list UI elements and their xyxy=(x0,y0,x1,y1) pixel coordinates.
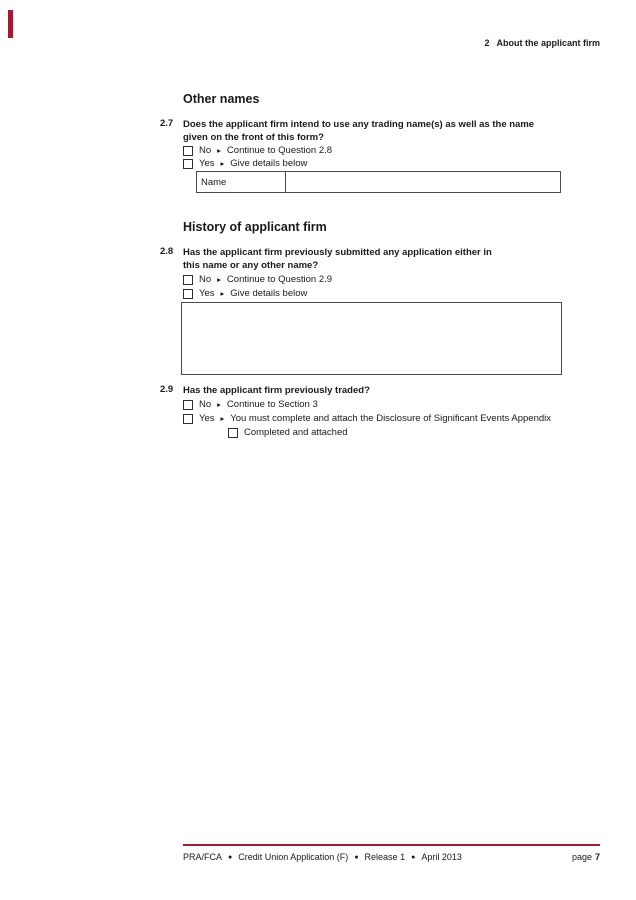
question-2-7-line-1: Does the applicant firm intend to use any trading name(s) as well as the name xyxy=(183,119,535,130)
question-2-7-line-2: given on the front of this form? xyxy=(183,132,324,143)
footer-item: April 2013 xyxy=(421,852,462,862)
section-title-history: History of applicant firm xyxy=(183,220,327,234)
question-2-8-line-2: this name or any other name? xyxy=(183,260,319,271)
page-label: page xyxy=(571,852,592,862)
bullet-icon: ● xyxy=(411,853,416,861)
question-2-7-text xyxy=(183,118,534,144)
option-label: No xyxy=(199,274,212,285)
question-2-9-line-1: Has the applicant firm previously traded? xyxy=(183,385,370,396)
yes-checkbox[interactable] xyxy=(183,289,193,299)
arrow-right-icon: ▸ xyxy=(217,274,221,284)
question-2-9-option-yes xyxy=(183,413,551,424)
option-label: Yes xyxy=(199,158,215,169)
no-checkbox[interactable] xyxy=(183,275,193,285)
section-title-other-names: Other names xyxy=(183,92,260,106)
header-section-title: About the applicant firm xyxy=(496,38,600,48)
arrow-right-icon: ▸ xyxy=(217,399,221,409)
no-checkbox[interactable] xyxy=(183,146,193,156)
question-2-8-option-no xyxy=(183,274,332,285)
question-2-9-suboption-completed xyxy=(228,427,348,438)
footer-page xyxy=(572,852,600,862)
question-2-8-option-yes xyxy=(183,288,307,299)
arrow-right-icon: ▸ xyxy=(220,288,225,298)
question-2-9-option-no xyxy=(183,399,318,410)
yes-checkbox[interactable] xyxy=(183,159,193,169)
option-instruction: You must complete and attach the Disclosure of Significant Events Appendix xyxy=(230,413,551,424)
option-label: No xyxy=(199,399,212,410)
footer-rule xyxy=(183,844,600,846)
option-label: Yes xyxy=(199,413,215,424)
footer-brand: PRA/FCA xyxy=(183,852,223,862)
question-2-7-option-yes xyxy=(183,158,307,169)
trading-name-table xyxy=(196,171,561,193)
option-instruction: Continue to Question 2.9 xyxy=(226,274,333,285)
yes-checkbox[interactable] xyxy=(183,414,193,424)
section-edge-tab xyxy=(8,10,13,38)
page-number: 7 xyxy=(594,852,600,862)
option-label: Yes xyxy=(199,288,215,299)
question-2-7-option-no xyxy=(183,145,332,156)
option-instruction: Give details below xyxy=(230,288,308,299)
bullet-icon: ● xyxy=(228,853,233,861)
question-2-7-number: 2.7 xyxy=(160,118,174,129)
name-value-cell[interactable] xyxy=(286,172,560,192)
bullet-icon: ● xyxy=(354,853,359,861)
arrow-right-icon: ▸ xyxy=(220,413,225,423)
question-2-9-text xyxy=(183,384,370,397)
no-checkbox[interactable] xyxy=(183,400,193,410)
arrow-right-icon: ▸ xyxy=(220,158,225,168)
header-section-number: 2 xyxy=(484,38,490,48)
suboption-label: Completed and attached xyxy=(244,427,348,438)
option-instruction: Continue to Section 3 xyxy=(226,399,318,410)
footer-item: Release 1 xyxy=(364,852,406,862)
details-textbox[interactable] xyxy=(181,302,562,375)
footer-left xyxy=(183,852,462,862)
completed-checkbox[interactable] xyxy=(228,428,238,438)
question-2-8-line-1: Has the applicant firm previously submitted any application either in xyxy=(183,247,492,258)
option-instruction: Give details below xyxy=(230,158,308,169)
footer-item: Credit Union Application (F) xyxy=(238,852,349,862)
question-2-9-number: 2.9 xyxy=(160,384,174,395)
option-label: No xyxy=(199,145,212,156)
question-2-8-number: 2.8 xyxy=(160,246,174,257)
question-2-8-text xyxy=(183,246,492,272)
page-header xyxy=(484,38,600,48)
arrow-right-icon: ▸ xyxy=(217,145,221,155)
name-label-cell: Name xyxy=(197,172,286,192)
option-instruction: Continue to Question 2.8 xyxy=(226,145,333,156)
